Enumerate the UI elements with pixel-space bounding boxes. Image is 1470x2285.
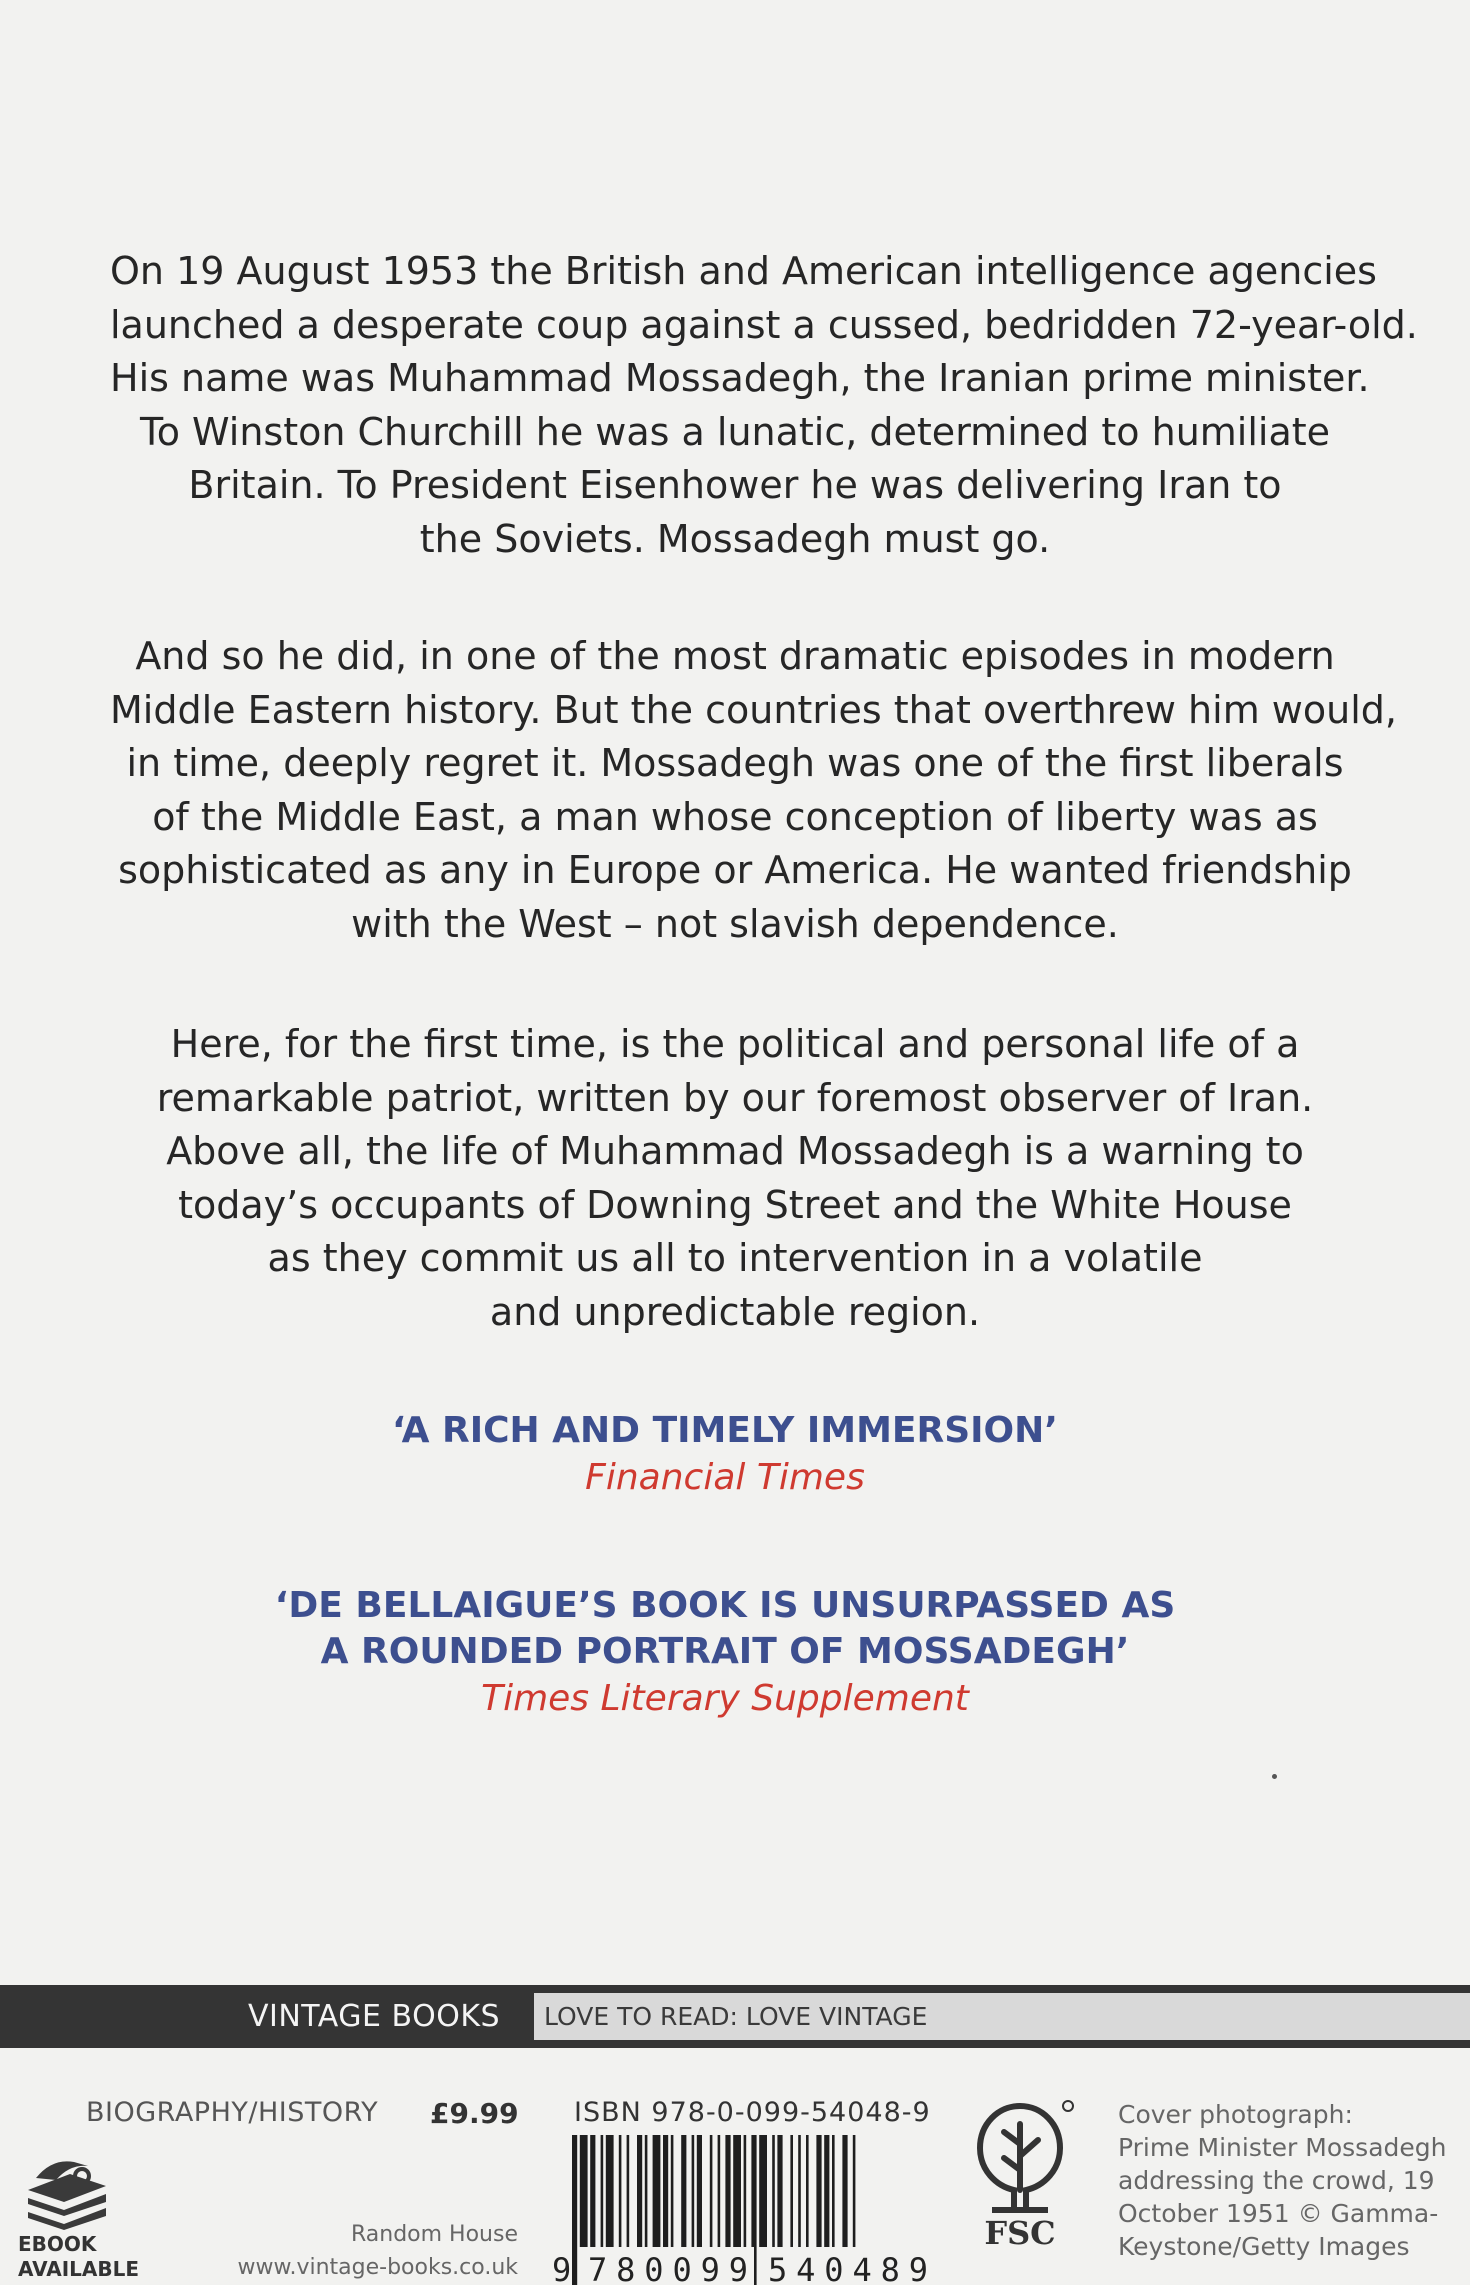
blurb-line: Middle Eastern history. But the countries that overthrew him would, [110, 687, 1397, 732]
blurb-line: Here, for the first time, is the political and personal life of a [170, 1022, 1300, 1066]
barcode-digits-left: 780099 [588, 2251, 748, 2285]
fsc-label: FSC [984, 2214, 1056, 2248]
quote-text: ‘DE BELLAIGUE’S BOOK IS UNSURPASSED AS [274, 1585, 1176, 1626]
blurb-line: of the Middle East, a man whose conception of liberty was as [152, 794, 1318, 839]
blurb-line: His name was Muhammad Mossadegh, the Iranian prime minister. [110, 356, 1370, 400]
imprint [200, 2218, 518, 2284]
publisher-band [0, 1985, 1470, 2048]
quote-text: ‘A RICH AND TIMELY IMMERSION’ [392, 1410, 1058, 1451]
blurb-line: today’s occupants of Downing Street and the White House [178, 1182, 1292, 1227]
blurb-line: And so he did, in one of the most dramatic episodes in modern [135, 634, 1335, 678]
blurb-line: and unpredictable region. [489, 1289, 981, 1334]
blurb-line: launched a desperate coup against a cussed, bedridden 72-year-old. [110, 302, 1418, 347]
blurb-line: sophisticated as any in Europe or America. He wanted friendship [118, 848, 1352, 892]
credit-line: Prime Minister Mossadegh [1118, 2133, 1447, 2162]
review-quote-1 [60, 1408, 1390, 1502]
print-speck [1272, 1774, 1277, 1779]
quote-source: Financial Times [585, 1457, 865, 1498]
credit-line: Cover photograph: [1118, 2100, 1353, 2129]
quote-source: Times Literary Supplement [481, 1678, 969, 1719]
credit-line: Keystone/Getty Images [1118, 2232, 1410, 2261]
isbn-number: ISBN 978-0-099-54048-9 [574, 2097, 931, 2128]
barcode-digits-right: 540489 [768, 2251, 928, 2285]
quote-text: A ROUNDED PORTRAIT OF MOSSADEGH’ [320, 1631, 1130, 1672]
blurb-line: To Winston Churchill he was a lunatic, determined to humiliate [139, 409, 1331, 454]
ebook-stack-icon [22, 2150, 112, 2230]
blurb-line: the Soviets. Mossadegh must go. [419, 516, 1051, 561]
book-category: BIOGRAPHY/HISTORY [86, 2097, 379, 2128]
blurb-paragraph-1 [110, 245, 1418, 566]
imprint-name: Random House [350, 2222, 518, 2247]
book-price: £9.99 [430, 2097, 519, 2130]
barcode-lead-digit: 9 [552, 2251, 572, 2285]
cover-photo-credit [1118, 2098, 1468, 2263]
blurb-paragraph-2 [110, 630, 1397, 951]
credit-line: October 1951 © Gamma- [1118, 2199, 1439, 2228]
barcode-bar [572, 2135, 577, 2285]
blurb-line: On 19 August 1953 the British and American intelligence agencies [110, 249, 1377, 293]
ebook-available-label: EBOOK AVAILABLE [18, 2232, 140, 2281]
blurb-line: Britain. To President Eisenhower he was delivering Iran to [188, 463, 1282, 507]
review-quote-2 [60, 1583, 1390, 1723]
credit-line: addressing the crowd, 19 [1118, 2166, 1435, 2195]
imprint-website: www.vintage-books.co.uk [237, 2255, 518, 2280]
blurb-paragraph-3 [110, 1018, 1360, 1339]
publisher-name: VINTAGE BOOKS [248, 1999, 501, 2034]
blurb-line: with the West – not slavish dependence. [351, 901, 1119, 946]
blurb-line: remarkable patriot, written by our foremost observer of Iran. [156, 1075, 1314, 1120]
blurb-line: in time, deeply regret it. Mossadegh was one of the first liberals [126, 741, 1344, 785]
blurb-line: Above all, the life of Muhammad Mossadegh is a warning to [166, 1129, 1304, 1173]
publisher-tagline: LOVE TO READ: LOVE VINTAGE [534, 1993, 1470, 2040]
blurb-line: as they commit us all to intervention in a volatile [267, 1236, 1203, 1280]
barcode [548, 2135, 948, 2285]
fsc-tree-logo [960, 2098, 1080, 2248]
